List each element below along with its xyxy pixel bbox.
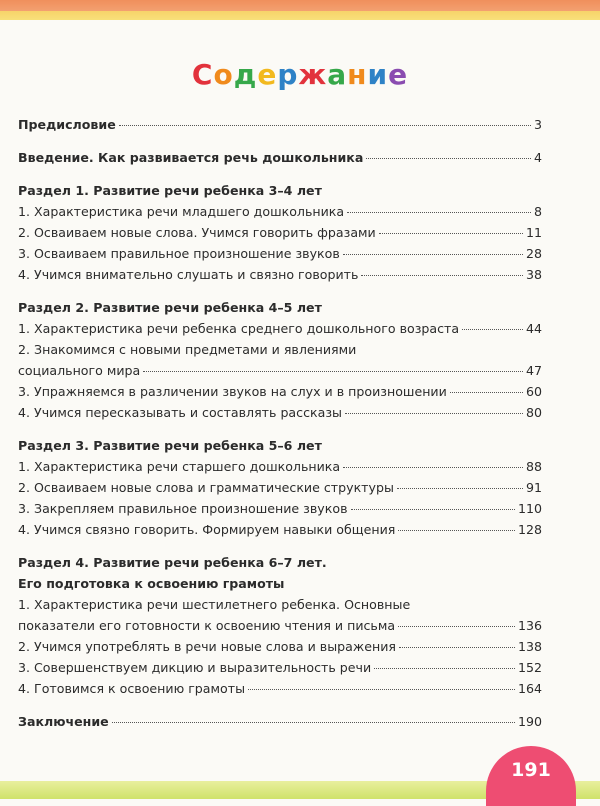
toc-page-number: 164 [517,681,542,696]
title-letter: е [257,58,278,91]
toc-page-number: 138 [517,639,542,654]
toc-entry-label: 4. Готовимся к освоению грамоты [18,681,246,696]
toc-entry-label: 2. Учимся употреблять в речи новые слова и выражения [18,639,396,654]
toc-page-number: 28 [525,246,542,261]
toc-page-number: 38 [525,267,542,282]
toc-entry[interactable] [18,657,542,678]
toc-page-number: 136 [517,618,542,633]
dot-leader [361,275,523,276]
title-letter: р [277,58,299,91]
toc-entry-label: Предисловие [18,117,116,132]
dot-leader [398,626,515,627]
toc-entry-label: 3. Совершенствуем дикцию и выразительность речи [18,660,372,675]
title-letter: ж [298,58,328,91]
title-letter: С [191,58,214,91]
section-heading: Раздел 1. Развитие речи ребенка 3–4 лет [18,183,322,198]
toc-entry-label: 4. Учимся связно говорить. Формируем навыки общения [18,522,396,537]
toc-entry-label: показатели его готовности к освоению чтения и письма [18,618,396,633]
toc-entry[interactable] [18,615,542,636]
section-heading: Раздел 2. Развитие речи ребенка 4–5 лет [18,300,322,315]
title-letter: д [233,58,258,91]
toc-entry-label: 4. Учимся внимательно слушать и связно говорить [18,267,359,282]
dot-leader [143,371,523,372]
toc-entry-first-line[interactable]: 1. Характеристика речи шестилетнего ребенка. Основные [18,597,411,612]
toc-page-number: 60 [525,384,542,399]
title-letter: а [327,58,348,91]
page-number-badge: 191 [486,746,576,806]
toc-entry-preface[interactable] [18,114,542,135]
dot-leader [345,413,523,414]
toc-entry-label: Заключение [18,714,109,729]
dot-leader [347,212,531,213]
toc-page-number: 152 [517,660,542,675]
toc-entry[interactable] [18,360,542,381]
toc-entry-label: социального мира [18,363,141,378]
toc-entry-label: 2. Осваиваем новые слова и грамматические структуры [18,480,394,495]
section-heading: Раздел 4. Развитие речи ребенка 6–7 лет. [18,555,327,570]
dot-leader [397,488,523,489]
toc-entry-label: 3. Закрепляем правильное произношение звуков [18,501,348,516]
toc-entry-conclusion[interactable] [18,711,542,732]
toc-page-number: 80 [525,405,542,420]
toc-entry[interactable] [18,264,542,285]
title-letter: о [213,58,234,91]
toc-page-number: 3 [533,117,542,132]
dot-leader [248,689,515,690]
toc-entry[interactable] [18,381,542,402]
toc-entry[interactable] [18,318,542,339]
toc-entry[interactable] [18,222,542,243]
section-heading: Раздел 3. Развитие речи ребенка 5–6 лет [18,438,322,453]
toc-entry-label: 4. Учимся пересказывать и составлять рассказы [18,405,342,420]
dot-leader [374,668,515,669]
title-letter: н [347,58,368,91]
dot-leader [462,329,523,330]
toc-page-number: 88 [525,459,542,474]
toc-entry[interactable] [18,636,542,657]
toc-entry[interactable] [18,477,542,498]
toc-page-number: 128 [517,522,542,537]
dot-leader [399,647,515,648]
toc-entry[interactable] [18,402,542,423]
toc-entry-label: 1. Характеристика речи ребенка среднего дошкольного возраста [18,321,460,336]
toc-entry[interactable] [18,498,542,519]
toc-entry[interactable] [18,243,542,264]
section-subheading: Его подготовка к освоению грамоты [18,576,285,591]
top-decor-stripe [0,0,600,20]
toc-page-number: 11 [525,225,542,240]
dot-leader [351,509,515,510]
dot-leader [366,158,531,159]
dot-leader [119,125,531,126]
title-letter: и [367,58,389,91]
toc-entry-label: Введение. Как развивается речь дошкольника [18,150,364,165]
toc-entry-label: 3. Осваиваем правильное произношение звуков [18,246,340,261]
toc-entry[interactable] [18,519,542,540]
toc-entry-first-line[interactable]: 2. Знакомимся с новыми предметами и явлениями [18,342,357,357]
toc-page-number: 47 [525,363,542,378]
dot-leader [450,392,523,393]
toc-page-number: 8 [533,204,542,219]
dot-leader [112,722,515,723]
title-letter: е [388,58,409,91]
dot-leader [343,254,523,255]
page-title [0,58,600,91]
toc-entry[interactable] [18,678,542,699]
dot-leader [398,530,515,531]
toc-entry-intro[interactable] [18,147,542,168]
dot-leader [343,467,523,468]
toc-entry-label: 1. Характеристика речи старшего дошкольника [18,459,341,474]
table-of-contents [18,114,542,732]
toc-entry-label: 2. Осваиваем новые слова. Учимся говорить фразами [18,225,376,240]
toc-entry-label: 1. Характеристика речи младшего дошкольника [18,204,345,219]
toc-page-number: 4 [533,150,542,165]
toc-page-number: 110 [517,501,542,516]
toc-page-number: 91 [525,480,542,495]
toc-page-number: 190 [517,714,542,729]
dot-leader [379,233,523,234]
toc-entry[interactable] [18,201,542,222]
toc-page-number: 44 [525,321,542,336]
toc-entry-label: 3. Упражняемся в различении звуков на слух и в произношении [18,384,447,399]
toc-entry[interactable] [18,456,542,477]
